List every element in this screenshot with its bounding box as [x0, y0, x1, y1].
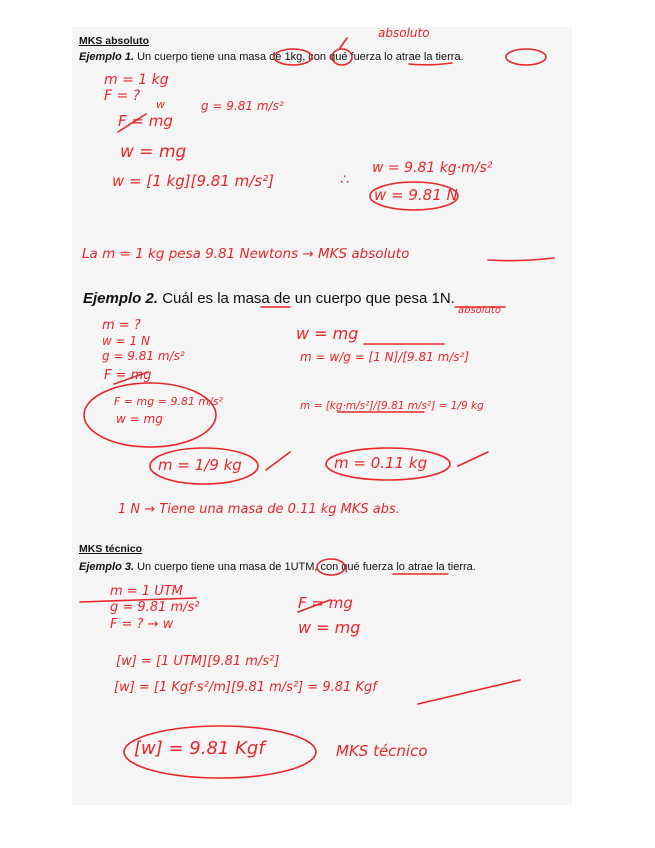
note-w-result: w = 9.81 N — [374, 186, 458, 204]
example-1-statement — [79, 51, 464, 63]
section-heading-mks-tecnico: MKS técnico — [79, 543, 143, 555]
note-w-mg-2: w = mg — [116, 412, 163, 426]
note-absoluto-2: absoluto — [458, 305, 501, 316]
note-w-calc: w = [1 kg][9.81 m/s²] — [112, 172, 274, 190]
note-m-result: m = 0.11 kg — [334, 454, 428, 472]
note-m-eq: m = w/g = [1 N]/[9.81 m/s²] — [300, 350, 470, 364]
note-force-to-w: F = ? → w — [110, 617, 174, 632]
example-3-text: Un cuerpo tiene una masa de 1UTM, con qué fuerza lo atrae la tierra. — [134, 561, 476, 573]
example-2-text: Cuál es la masa de un cuerpo que pesa 1N. — [158, 290, 455, 307]
note-w-units: w = 9.81 kg·m/s² — [372, 160, 493, 176]
note-therefore: ∴ — [340, 172, 349, 188]
note-w-mg-3: w = mg — [296, 324, 359, 343]
note-mks-tecnico: MKS técnico — [336, 742, 428, 760]
note-f-mg-2: F = mg — [104, 368, 152, 383]
note-w-mg-4: w = mg — [298, 618, 361, 637]
example-3-label: Ejemplo 3. — [79, 561, 135, 573]
note-mass-utm: m = 1 UTM — [110, 584, 183, 599]
note-conclusion-2: 1 N → Tiene una masa de 0.11 kg MKS abs. — [118, 502, 400, 517]
example-2-label: Ejemplo 2. — [83, 290, 159, 307]
example-1-text: Un cuerpo tiene una masa de 1kg, con qué fuerza lo atrae la tierra. — [134, 51, 464, 63]
note-m-eq-2: m = [kg·m/s²]/[9.81 m/s²] = 1/9 kg — [300, 400, 484, 412]
note-gravity-3: g = 9.81 m/s² — [110, 600, 200, 615]
note-f-mg: F = mg — [118, 112, 173, 130]
note-conclusion-1: La m = 1 kg pesa 9.81 Newtons → MKS absoluto — [82, 246, 410, 262]
note-f-mg-3: F = mg — [298, 594, 353, 612]
note-w-result-3: [w] = 9.81 Kgf — [134, 738, 265, 759]
note-w-calc-2: [w] = [1 Kgf·s²/m][9.81 m/s²] = 9.81 Kgf — [114, 680, 377, 695]
note-mass-given: m = 1 kg — [104, 72, 169, 88]
note-force-unknown: F = ? — [104, 88, 141, 104]
note-gravity-2: g = 9.81 m/s² — [102, 349, 185, 363]
example-2-statement — [83, 290, 455, 307]
note-gravity: g = 9.81 m/s² — [201, 99, 284, 113]
example-1-label: Ejemplo 1. — [79, 51, 135, 63]
note-mass-unknown: m = ? — [102, 318, 141, 333]
note-w-sub: w — [156, 98, 165, 111]
note-w-mg: w = mg — [120, 142, 187, 162]
example-3-statement — [79, 561, 476, 573]
note-absoluto-1: absoluto — [378, 26, 430, 40]
note-w-calc-1: [w] = [1 UTM][9.81 m/s²] — [116, 654, 280, 669]
note-f-detail: F = mg = 9.81 m/s² — [114, 395, 223, 408]
note-m-fraction: m = 1/9 kg — [158, 456, 242, 474]
note-weight-given: w = 1 N — [102, 334, 150, 348]
section-heading-mks-absoluto: MKS absoluto — [79, 35, 149, 47]
